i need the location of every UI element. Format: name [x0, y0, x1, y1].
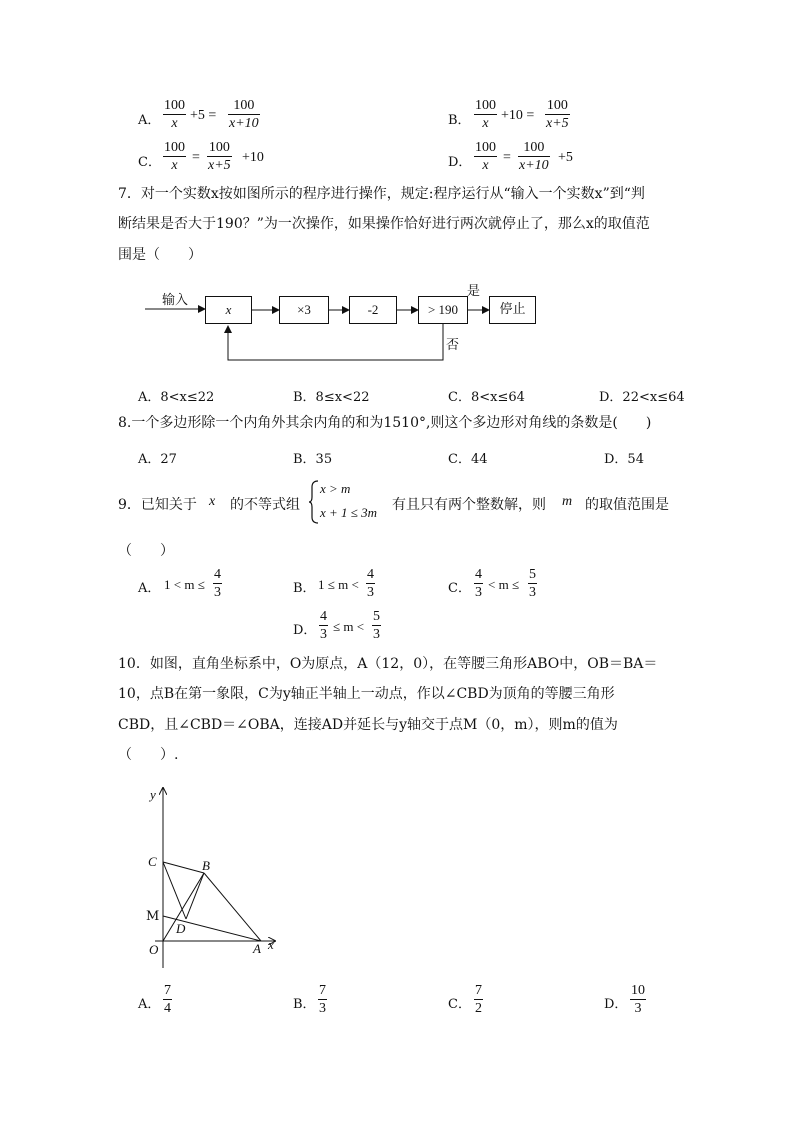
q9-var-x: x [209, 494, 216, 509]
q10-stem-line3: CBD，且∠CBD＝∠OBA，连接AD并延长与y轴交于点M（0，m），则m的值为 [118, 717, 618, 733]
option-label: D． [448, 155, 472, 170]
equation-text: +5 = [190, 108, 217, 123]
fraction: $\frac{100}{x}$ [164, 98, 185, 131]
q9-stem-b: 的不等式组 [230, 497, 300, 513]
option-label: A． [138, 997, 161, 1012]
fraction: $\frac{100}{x}$ [475, 140, 496, 173]
q8-stem: 8.一个多边形除一个内角外其余内角的和为1510°,则这个多边形对角线的条数是( ) [118, 415, 652, 431]
q10-stem-line1: 10．如图，直角坐标系中，O为原点，A（12，0），在等腰三角形ABO中，OB＝BA＝ [118, 656, 658, 672]
fraction: $\frac{5}{3}$ [373, 609, 380, 642]
fig-label-o: O [149, 942, 159, 957]
fraction: $\frac{100}{x+10}$ [229, 98, 259, 131]
option-label: B． [293, 997, 316, 1012]
equation-text: +5 [558, 150, 573, 165]
fraction: $\frac{4}{3}$ [475, 567, 482, 600]
flow-box-stop: 停止 [489, 296, 536, 324]
option-label: D． [604, 997, 628, 1012]
option-label: A． [138, 581, 161, 596]
fig-label-b: B [202, 858, 210, 873]
flow-yes-label: 是 [467, 284, 481, 299]
inequality-text: < m ≤ [488, 577, 520, 592]
q8-option-b[interactable]: B．35 [293, 452, 333, 467]
flow-box-compare: > 190 [418, 296, 468, 324]
q8-option-d[interactable]: D．54 [604, 452, 644, 467]
q7-stem-line3: 围是（ ） [118, 247, 202, 263]
fraction: $\frac{5}{3}$ [529, 567, 536, 600]
q9-system-line1: x > m [320, 481, 351, 496]
option-label: A． [138, 113, 161, 128]
fraction: $\frac{100}{x+5}$ [208, 140, 231, 173]
q10-stem-line2: 10，点B在第一象限，C为y轴正半轴上一动点，作以∠CBD为顶角的等腰三角形 [118, 686, 615, 702]
q7-stem-line1: 7．对一个实数x按如图所示的程序进行操作，规定:程序运行从“输入一个实数x”到“判 [118, 186, 645, 202]
q10-stem-line4: （ ）. [118, 747, 179, 763]
q7-option-c[interactable]: C．8<x≤64 [448, 390, 525, 405]
fraction: $\frac{7}{3}$ [319, 983, 326, 1016]
option-label: C． [448, 581, 471, 596]
q8-option-c[interactable]: C．44 [448, 452, 488, 467]
fig-label-c: C [148, 854, 157, 869]
q9-var-m: m [562, 494, 573, 509]
fraction: $\frac{7}{2}$ [475, 983, 482, 1016]
option-label: B． [448, 113, 471, 128]
equation-text: +10 = [501, 108, 535, 123]
fig-label-x: x [268, 937, 274, 952]
inequality-text: 1 ≤ m < [318, 577, 359, 592]
fig-label-a: A [253, 941, 261, 956]
fig-label-m: M [146, 909, 160, 924]
fraction: $\frac{7}{4}$ [164, 983, 171, 1016]
fraction: $\frac{4}{3}$ [320, 609, 327, 642]
q7-stem-line2: 断结果是否大于190？”为一次操作，如果操作恰好进行两次就停止了，那么x的取值范 [118, 216, 650, 232]
flow-input-label: 输入 [162, 293, 189, 308]
flow-box-times3: ×3 [279, 296, 329, 324]
q7-option-d[interactable]: D．22<x≤64 [599, 390, 685, 405]
option-label: D． [293, 623, 317, 638]
fig-label-d: D [176, 921, 186, 936]
flow-box-x: x [205, 296, 252, 324]
flow-box-minus2: -2 [349, 296, 397, 324]
option-label: B． [293, 581, 316, 596]
q9-answer-paren: （ ） [118, 543, 174, 559]
fraction: $\frac{100}{x}$ [475, 98, 496, 131]
q8-option-a[interactable]: A．27 [138, 452, 177, 467]
q9-stem-d: 的取值范围是 [585, 497, 669, 513]
inequality-text: 1 < m ≤ [164, 577, 205, 592]
equation-text: = [192, 150, 200, 165]
fraction: $\frac{4}{3}$ [214, 567, 221, 600]
q9-stem-a: 9．已知关于 [118, 497, 197, 513]
fraction: $\frac{10}{3}$ [631, 983, 645, 1016]
q9-stem-c: 有且只有两个整数解，则 [392, 497, 546, 513]
flow-no-label: 否 [446, 338, 460, 353]
equation-text: = [503, 150, 511, 165]
fraction: $\frac{4}{3}$ [367, 567, 374, 600]
fraction: $\frac{100}{x+5}$ [546, 98, 569, 131]
q9-system-line2: x + 1 ≤ 3m [320, 505, 378, 520]
fig-label-y: y [150, 787, 156, 802]
q7-option-b[interactable]: B．8≤x<22 [293, 390, 370, 405]
q7-option-a[interactable]: A．8<x≤22 [138, 390, 215, 405]
option-label: C． [138, 155, 161, 170]
fraction: $\frac{100}{x}$ [164, 140, 185, 173]
equation-text: +10 [242, 150, 264, 165]
inequality-text: ≤ m < [333, 619, 365, 634]
fraction: $\frac{100}{x+10}$ [519, 140, 549, 173]
option-label: C． [448, 997, 471, 1012]
